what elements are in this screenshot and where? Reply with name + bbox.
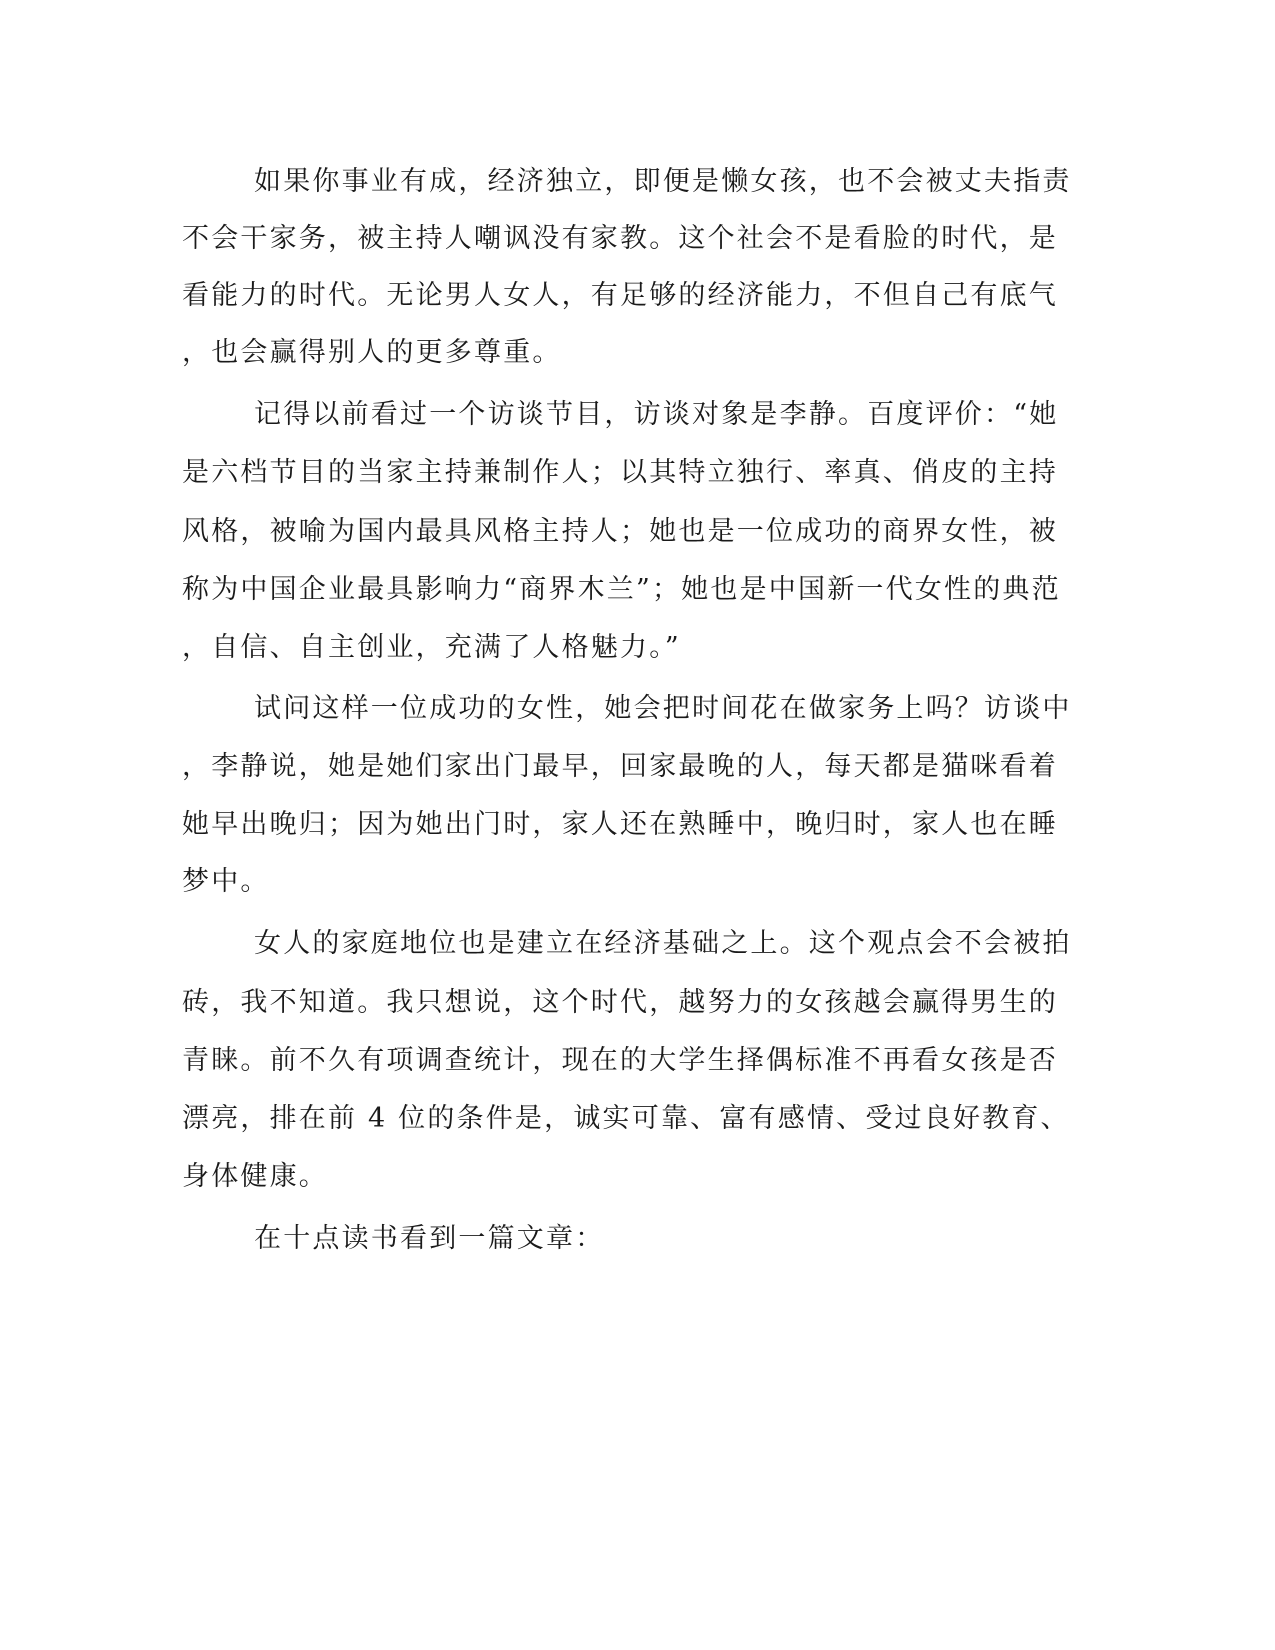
paragraph-4-line-3: 青睐。前不久有项调查统计，现在的大学生择偶标准不再看女孩是否 xyxy=(182,1045,1058,1076)
paragraph-3-line-2: ，李静说，她是她们家出门最早，回家最晚的人，每天都是猫咪看着 xyxy=(182,751,1058,782)
paragraph-4-line-2: 砖，我不知道。我只想说，这个时代，越努力的女孩越会赢得男生的 xyxy=(182,987,1058,1018)
paragraph-5-line-1: 在十点读书看到一篇文章： xyxy=(254,1223,605,1254)
paragraph-1-line-1: 如果你事业有成，经济独立，即便是懒女孩，也不会被丈夫指责 xyxy=(254,166,1072,197)
paragraph-2-line-3: 风格，被喻为国内最具风格主持人；她也是一位成功的商界女性，被 xyxy=(182,516,1058,547)
paragraph-4-line-1: 女人的家庭地位也是建立在经济基础之上。这个观点会不会被拍 xyxy=(254,928,1072,959)
paragraph-4-line-4: 漂亮，排在前 4 位的条件是，诚实可靠、富有感情、受过良好教育、 xyxy=(182,1103,1070,1134)
paragraph-2-line-1: 记得以前看过一个访谈节目，访谈对象是李静。百度评价：“她 xyxy=(254,399,1059,430)
paragraph-1-line-4: ，也会赢得别人的更多尊重。 xyxy=(182,337,562,368)
paragraph-1-line-3: 看能力的时代。无论男人女人，有足够的经济能力，不但自己有底气 xyxy=(182,280,1058,311)
paragraph-3-line-4: 梦中。 xyxy=(182,866,270,897)
paragraph-4-line-5: 身体健康。 xyxy=(182,1161,328,1192)
paragraph-2-line-2: 是六档节目的当家主持兼制作人；以其特立独行、率真、俏皮的主持 xyxy=(182,457,1058,488)
paragraph-3-line-3: 她早出晚归；因为她出门时，家人还在熟睡中，晚归时，家人也在睡 xyxy=(182,809,1058,840)
paragraph-2-line-4: 称为中国企业最具影响力“商界木兰”；她也是中国新一代女性的典范 xyxy=(182,574,1061,605)
paragraph-1-line-2: 不会干家务，被主持人嘲讽没有家教。这个社会不是看脸的时代，是 xyxy=(182,223,1058,254)
paragraph-3-line-1: 试问这样一位成功的女性，她会把时间花在做家务上吗？访谈中 xyxy=(254,693,1072,724)
paragraph-2-line-5: ，自信、自主创业，充满了人格魅力。” xyxy=(182,632,681,663)
